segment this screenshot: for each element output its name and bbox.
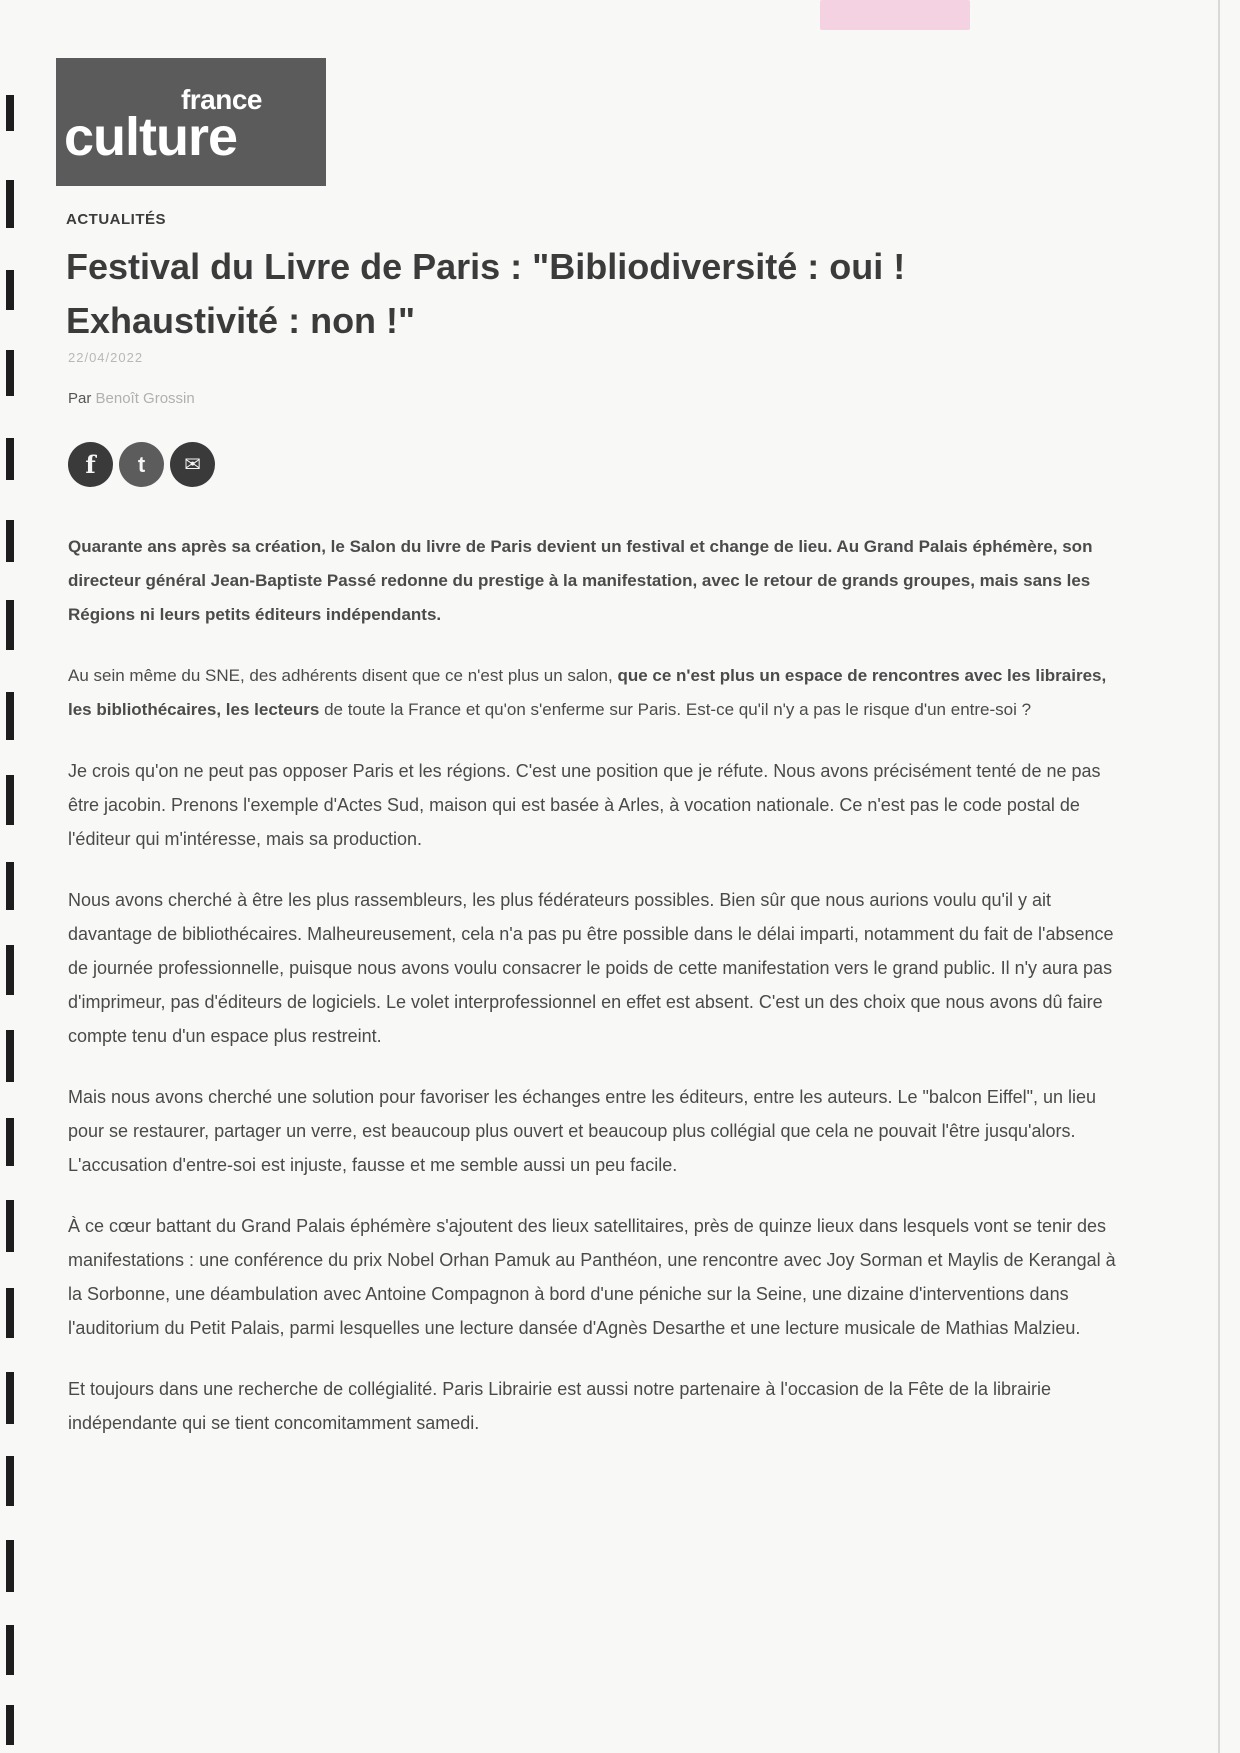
highlighter-mark bbox=[820, 0, 970, 30]
binder-mark bbox=[6, 1030, 14, 1082]
binder-mark bbox=[6, 438, 14, 480]
byline-prefix: Par bbox=[68, 390, 92, 407]
interview-question bbox=[68, 659, 1128, 727]
page-edge-shadow bbox=[1218, 0, 1220, 1753]
logo-line-france: france bbox=[180, 84, 262, 115]
facebook-icon: f bbox=[85, 450, 96, 479]
twitter-icon: t bbox=[137, 451, 146, 477]
answer-paragraph: Et toujours dans une recherche de collégialité. Paris Librairie est aussi notre partenaire à l'occasion de la Fête de la librairie indépendante qui se tient concomitamment samedi. bbox=[68, 1379, 1051, 1433]
binder-mark bbox=[6, 520, 14, 562]
article-category[interactable]: ACTUALITÉS bbox=[66, 211, 166, 228]
binder-mark bbox=[6, 270, 14, 310]
facebook-share-button[interactable] bbox=[68, 442, 113, 487]
email-share-button[interactable] bbox=[170, 442, 215, 487]
question-bold: que ce n'est plus un espace de rencontres avec les libraires, les bibliothécaires, les lecteurs bbox=[68, 666, 1107, 719]
answer-paragraph: À ce cœur battant du Grand Palais éphémère s'ajoutent des lieux satellitaires, près de quinze lieux dans lesquels vont se tenir des manifestations : une conférence du prix Nobel Orhan Pamuk au Panthéon, une rencontre avec Joy Sorman et Maylis de Kerangal à la Sorbonne, une déambulation avec Antoine Compagnon à bord d'une péniche sur la Seine, une dizaine d'interventions dans l'auditorium du Petit Palais, parmi lesquelles une lecture dansée d'Agnès Desarthe et une lecture musicale de Mathias Malzieu. bbox=[68, 1216, 1116, 1338]
france-culture-logo[interactable] bbox=[56, 58, 326, 186]
binder-mark bbox=[6, 1625, 14, 1675]
binder-mark bbox=[6, 862, 14, 910]
share-buttons bbox=[68, 442, 215, 487]
logo-line-culture: culture bbox=[64, 107, 238, 167]
binder-mark bbox=[6, 1705, 14, 1745]
binder-mark bbox=[6, 1118, 14, 1166]
binder-mark bbox=[6, 1456, 14, 1506]
binder-mark bbox=[6, 945, 14, 995]
binder-mark bbox=[6, 692, 14, 740]
author-link[interactable]: Benoît Grossin bbox=[95, 390, 195, 407]
binder-mark bbox=[6, 350, 14, 396]
question-part-2: de toute la France et qu'on s'enferme sur Paris. Est-ce qu'il n'y a pas le risque d'un entre-soi ? bbox=[319, 700, 1032, 719]
article-byline bbox=[68, 390, 195, 407]
answer-paragraph: Nous avons cherché à être les plus rassembleurs, les plus fédérateurs possibles. Bien sûr que nous aurions voulu qu'il y ait davantage de bibliothécaires. Malheureusement, cela n'a pas pu être possible dans le délai imparti, notamment du fait de l'absence de journée professionnelle, puisque nous avons voulu consacrer le poids de cette manifestation vers le grand public. Il n'y aura pas d'imprimeur, pas d'éditeurs de logiciels. Le volet interprofessionnel en effet est absent. C'est un des choix que nous avons dû faire compte tenu d'un espace plus restreint. bbox=[68, 890, 1114, 1046]
binder-mark bbox=[6, 180, 14, 228]
binder-mark bbox=[6, 600, 14, 650]
article-lead: Quarante ans après sa création, le Salon du livre de Paris devient un festival et change de lieu. Au Grand Palais éphémère, son directeur général Jean-Baptiste Passé redonne du prestige à la manifestation, avec le retour de grands groupes, mais sans les Régions ni leurs petits éditeurs indépendants. bbox=[68, 537, 1093, 624]
question-part-1: Au sein même du SNE, des adhérents disent que ce n'est plus un salon, bbox=[68, 666, 618, 685]
article-body bbox=[68, 530, 1128, 1467]
binder-mark bbox=[6, 1200, 14, 1252]
answer-paragraph: Mais nous avons cherché une solution pour favoriser les échanges entre les éditeurs, entre les auteurs. Le "balcon Eiffel", un lieu pour se restaurer, partager un verre, est beaucoup plus ouvert et beaucoup plus collégial que cela ne pouvait l'être jusqu'alors. L'accusation d'entre-soi est injuste, fausse et me semble aussi un peu facile. bbox=[68, 1087, 1097, 1175]
binder-mark bbox=[6, 1372, 14, 1424]
binder-mark bbox=[6, 95, 14, 131]
article-date: 22/04/2022 bbox=[68, 350, 144, 365]
binder-mark bbox=[6, 775, 14, 825]
answer-paragraph: Je crois qu'on ne peut pas opposer Paris et les régions. C'est une position que je réfute. Nous avons précisément tenté de ne pas être jacobin. Prenons l'exemple d'Actes Sud, maison qui est basée à Arles, à vocation nationale. Ce n'est pas le code postal de l'éditeur qui m'intéresse, mais sa production. bbox=[68, 761, 1101, 849]
binder-mark bbox=[6, 1540, 14, 1592]
twitter-share-button[interactable] bbox=[119, 442, 164, 487]
binder-mark bbox=[6, 1288, 14, 1338]
article-title: Festival du Livre de Paris : "Bibliodiversité : oui ! Exhaustivité : non !" bbox=[66, 246, 906, 341]
email-icon: ✉ bbox=[184, 454, 201, 476]
